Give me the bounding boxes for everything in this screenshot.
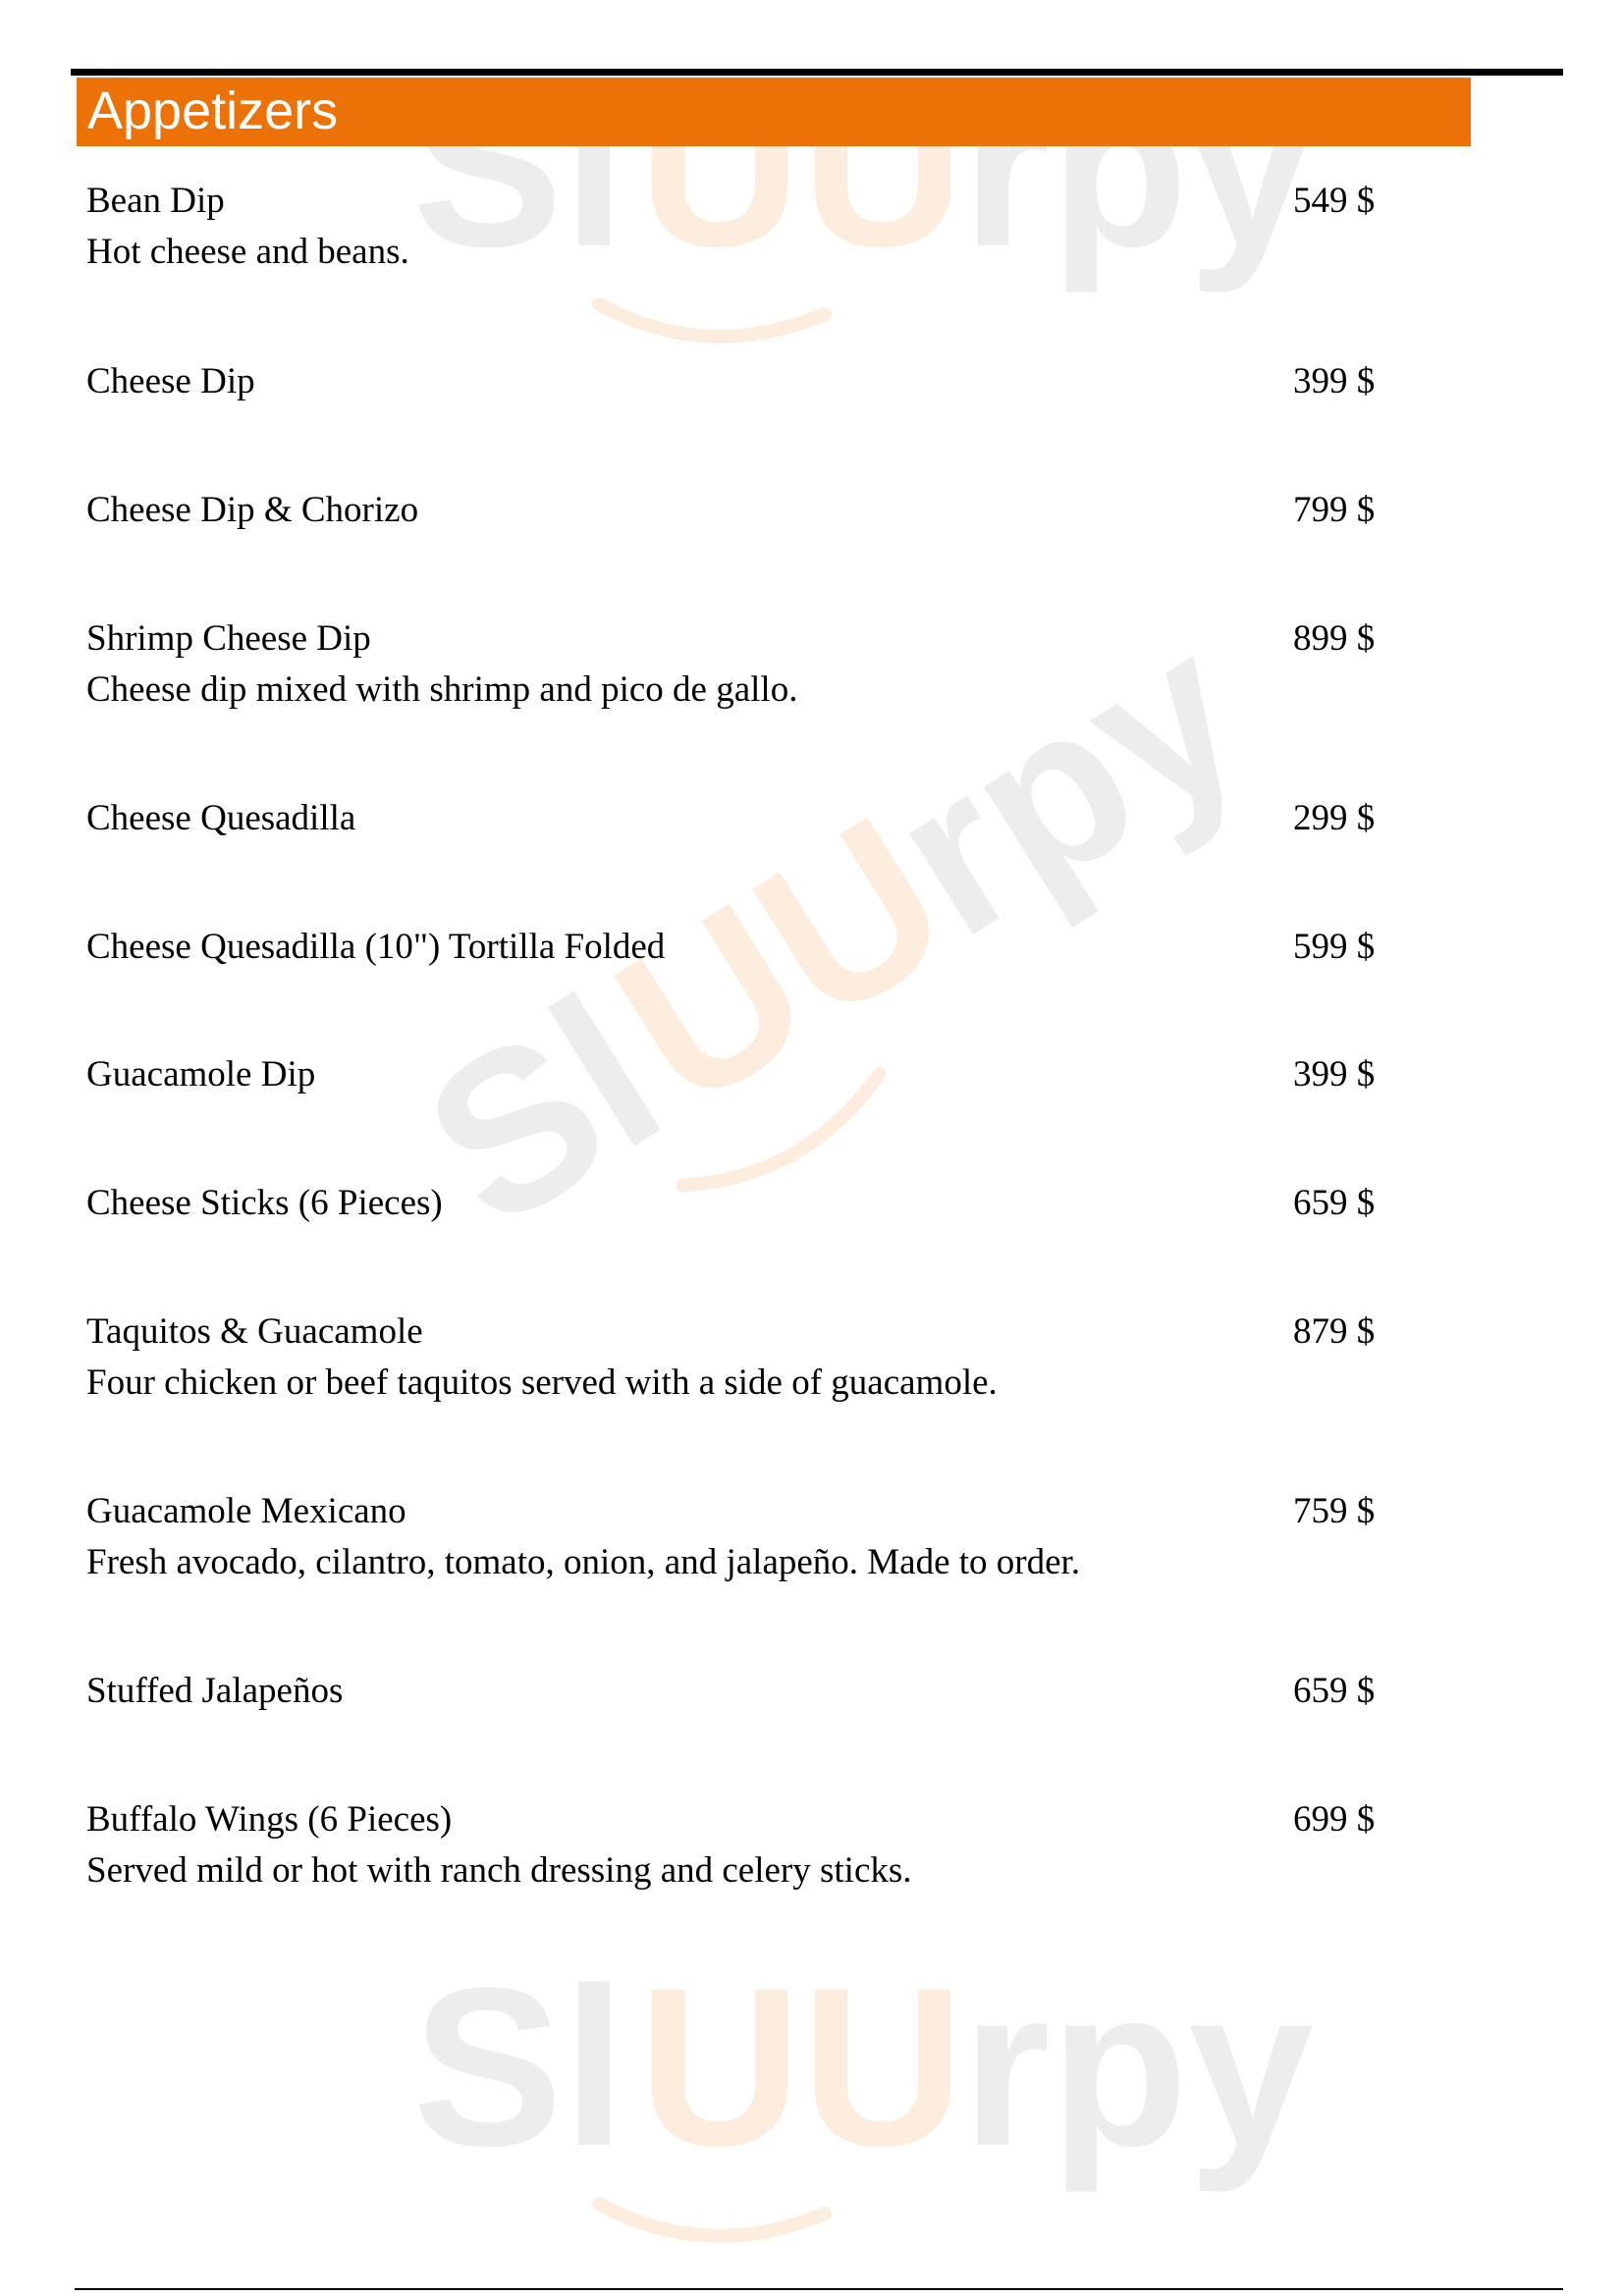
item-description: Four chicken or beef taquitos served with a side of guacamole. — [86, 1362, 998, 1403]
section-header — [77, 78, 1471, 146]
section-title: Appetizers — [87, 81, 339, 140]
svg-text:UU: UU — [576, 768, 988, 1155]
svg-text:UU: UU — [638, 41, 965, 294]
item-price: 879 $ — [1293, 1311, 1376, 1352]
item-price: 799 $ — [1293, 490, 1376, 530]
svg-text:Sl: Sl — [385, 947, 700, 1275]
item-name: Buffalo Wings (6 Pieces) — [86, 1799, 453, 1840]
item-name: Stuffed Jalapeños — [86, 1671, 344, 1711]
item-price: 759 $ — [1293, 1491, 1376, 1531]
item-description: Served mild or hot with ranch dressing and celery sticks. — [86, 1850, 912, 1891]
item-price: 699 $ — [1293, 1799, 1376, 1840]
svg-text:rpy: rpy — [962, 41, 1314, 294]
item-price: 899 $ — [1293, 618, 1376, 659]
item-price: 599 $ — [1293, 927, 1376, 967]
item-name: Cheese Dip — [86, 361, 255, 401]
item-price: 299 $ — [1293, 798, 1376, 838]
item-name: Taquitos & Guacamole — [86, 1311, 423, 1352]
item-name: Guacamole Dip — [86, 1054, 316, 1095]
item-description: Fresh avocado, cilantro, tomato, onion, and jalapeño. Made to order. — [86, 1542, 1081, 1582]
item-price: 549 $ — [1293, 181, 1376, 221]
item-description: Hot cheese and beans. — [86, 232, 409, 272]
item-name: Guacamole Mexicano — [86, 1491, 406, 1531]
bottom-rule — [75, 2288, 1563, 2290]
item-price: 659 $ — [1293, 1183, 1376, 1223]
item-name: Shrimp Cheese Dip — [86, 618, 371, 659]
svg-text:rpy: rpy — [962, 1941, 1314, 2193]
svg-text:UU: UU — [638, 1941, 965, 2193]
item-name: Cheese Dip & Chorizo — [86, 490, 419, 530]
item-name: Bean Dip — [86, 181, 225, 221]
svg-text:rpy: rpy — [851, 583, 1283, 985]
item-price: 399 $ — [1293, 361, 1376, 401]
item-description: Cheese dip mixed with shrimp and pico de gallo. — [86, 669, 798, 710]
svg-text:Sl: Sl — [412, 41, 626, 294]
item-name: Cheese Quesadilla (10") Tortilla Folded — [86, 927, 666, 967]
top-rule — [71, 69, 1563, 76]
item-price: 659 $ — [1293, 1671, 1376, 1711]
item-name: Cheese Sticks (6 Pieces) — [86, 1183, 443, 1223]
watermark-logo-bottom — [412, 1941, 1314, 2272]
item-price: 399 $ — [1293, 1054, 1376, 1095]
svg-text:Sl: Sl — [412, 1941, 626, 2193]
item-name: Cheese Quesadilla — [86, 798, 356, 838]
